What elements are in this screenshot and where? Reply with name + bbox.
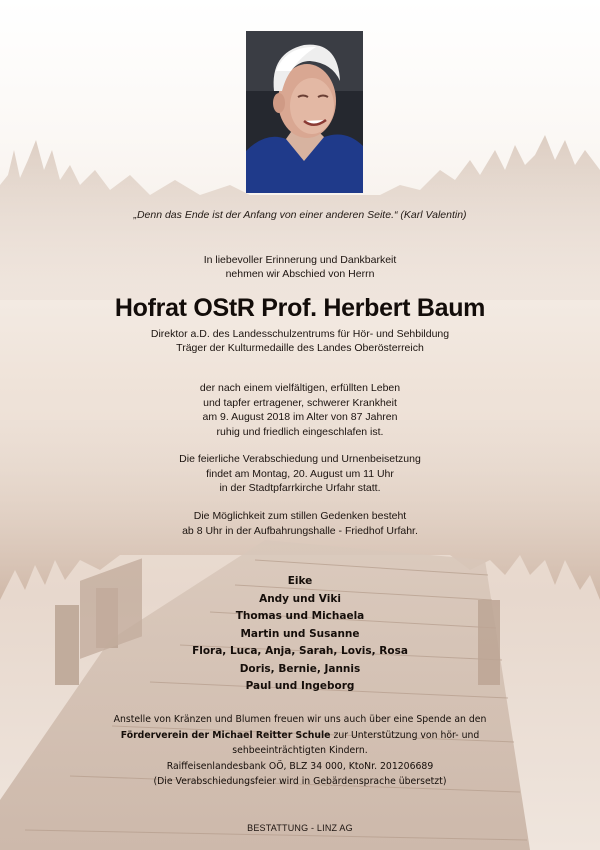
funeral-paragraph — [0, 452, 600, 496]
bank-details: Raiffeisenlandesbank OÖ, BLZ 34 000, KtoNr. 201206689 — [166, 760, 434, 772]
mourner-entry: Flora, Luca, Anja, Sarah, Lovis, Rosa — [192, 645, 408, 657]
charity-name: Förderverein der Michael Reitter Schule — [120, 729, 331, 741]
sign-language-note: (Die Verabschiedungsfeier wird in Gebärdensprache übersetzt) — [153, 776, 447, 787]
mourner-entry: Thomas und Michaela — [235, 610, 365, 622]
passing-line: am 9. August 2018 im Alter von 87 Jahren — [202, 411, 398, 423]
mourner-entry: Andy und Viki — [259, 592, 341, 605]
mourner-entry: Paul und Ingeborg — [245, 680, 355, 692]
title-line: Direktor a.D. des Landesschulzentrums für Hör- und Sehbildung — [150, 328, 450, 340]
funeral-line: findet am Montag, 20. August um 11 Uhr — [206, 467, 394, 480]
donation-line-rest: zur Unterstützung von hör- und — [330, 729, 480, 741]
intro-line: In liebevoller Erinnerung und Dankbarkeit — [203, 254, 397, 266]
viewing-line: Die Möglichkeit zum stillen Gedenken besteht — [193, 510, 407, 522]
mourner-entry: Doris, Bernie, Jannis — [239, 662, 361, 675]
memorial-quote: „Denn das Ende ist der Anfang von einer anderen Seite.“ (Karl Valentin) — [133, 209, 467, 221]
deceased-titles — [0, 327, 600, 355]
portrait-photo — [246, 31, 363, 193]
passing-paragraph — [0, 381, 600, 439]
funeral-line: Die feierliche Verabschiedung und Urnenbeisetzung — [179, 453, 421, 465]
funeral-line: in der Stadtpfarrkirche Urfahr statt. — [219, 482, 381, 494]
mourner-entry: Eike — [287, 575, 313, 587]
donation-line: sehbeeinträchtigten Kindern. — [232, 745, 368, 756]
donation-notice — [60, 712, 540, 790]
donation-line — [60, 728, 540, 744]
viewing-line: ab 8 Uhr in der Aufbahrungshalle - Friedhof Urfahr. — [182, 524, 418, 537]
donation-line: Anstelle von Kränzen und Blumen freuen wir uns auch über eine Spende an den — [113, 714, 487, 725]
title-line: Träger der Kulturmedaille des Landes Oberösterreich — [176, 342, 424, 354]
deceased-name: Hofrat OStR Prof. Herbert Baum — [114, 294, 486, 322]
undertaker-name: BESTATTUNG - LINZ AG — [247, 823, 353, 833]
mourner-entry: Martin und Susanne — [240, 627, 360, 640]
intro-line: nehmen wir Abschied von Herrn — [225, 268, 375, 280]
mourners-list — [0, 573, 600, 696]
intro-text — [0, 253, 600, 281]
passing-line: und tapfer ertragener, schwerer Krankheit — [203, 396, 397, 409]
passing-line: ruhig und friedlich eingeschlafen ist. — [216, 425, 384, 438]
passing-line: der nach einem vielfältigen, erfüllten Leben — [199, 382, 401, 394]
viewing-paragraph — [0, 509, 600, 538]
